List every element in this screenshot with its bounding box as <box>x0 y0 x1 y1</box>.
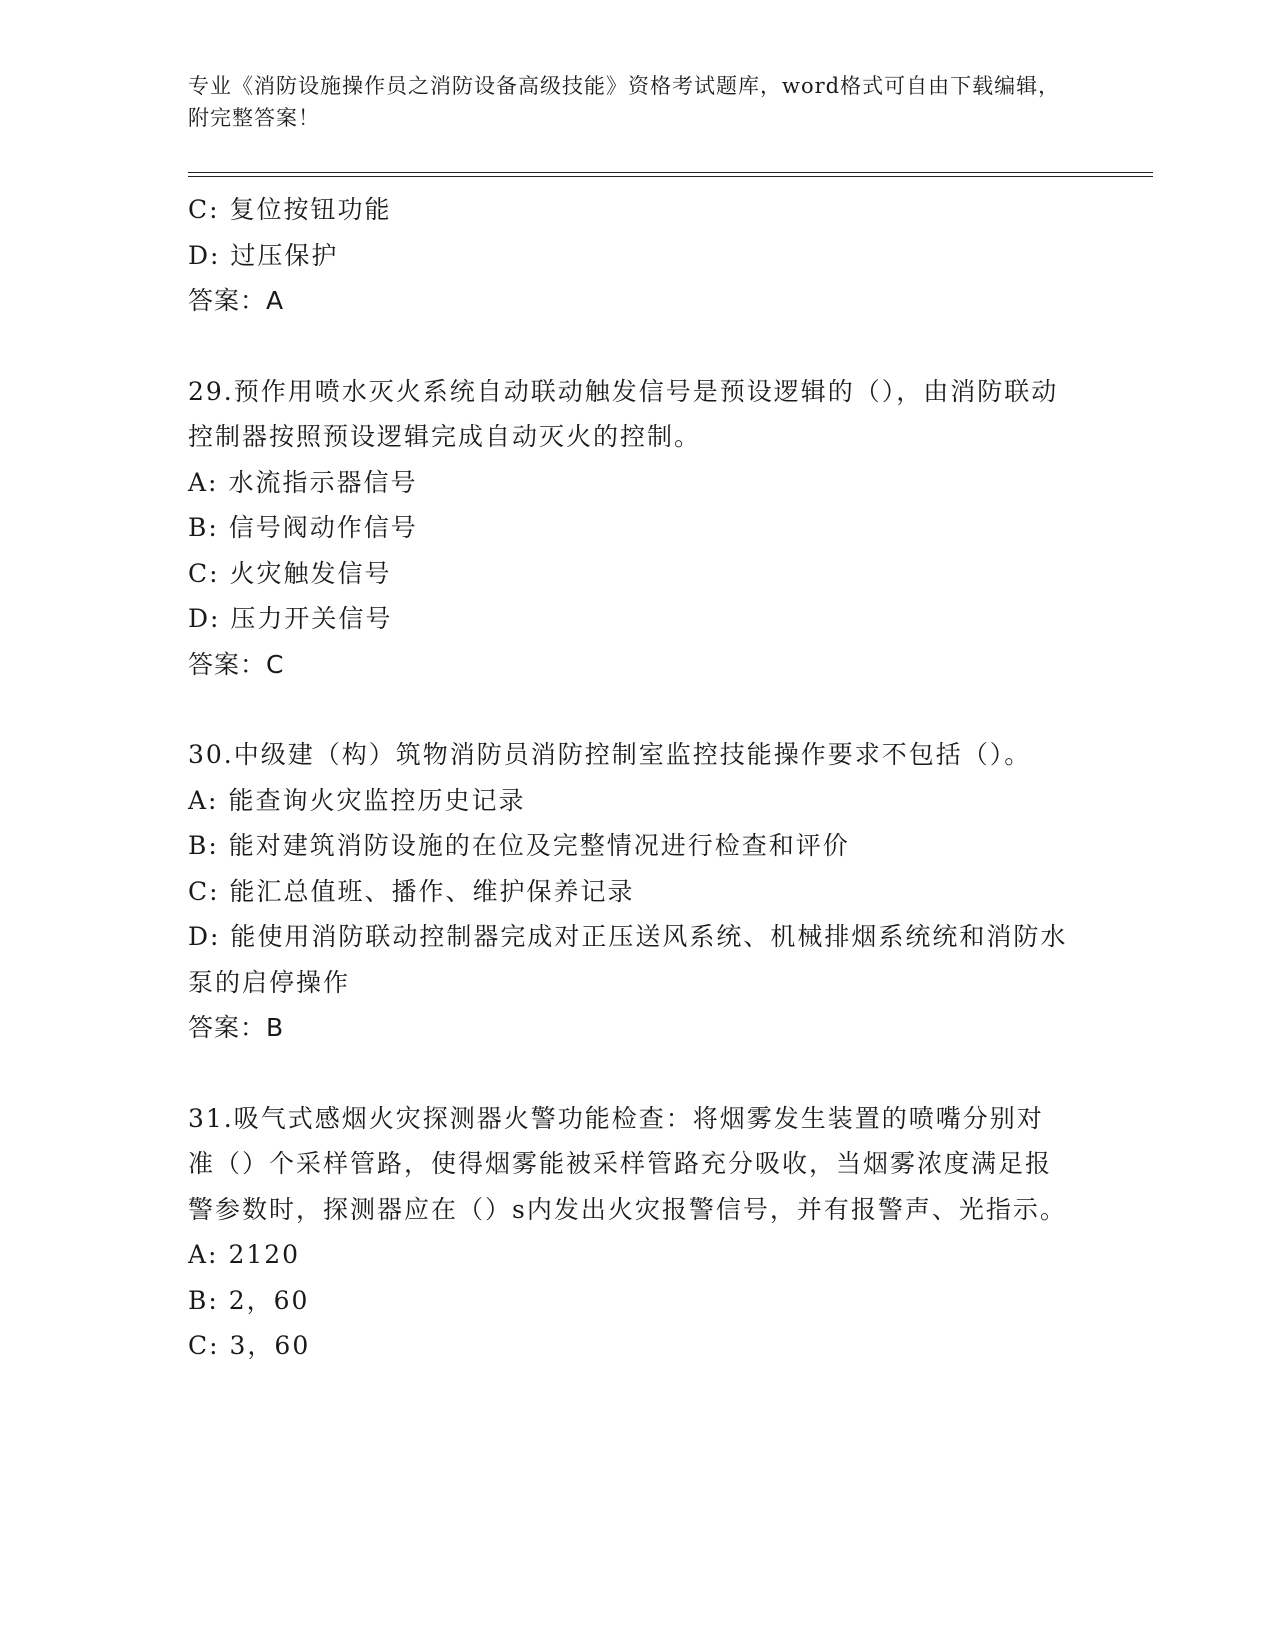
question-29 <box>188 369 1068 688</box>
option-c: C: 复位按钮功能 <box>188 195 392 224</box>
answer-line: 答案：C <box>188 649 285 679</box>
question-stem: 31.吸气式感烟火灾探测器火警功能检查：将烟雾发生装置的喷嘴分别对准（）个采样管路，使得烟雾能被采样管路充分吸收，当烟雾浓度满足报警参数时，探测器应在（）s内发出火灾报警信号，并有报警声、光指示。 <box>188 1103 1067 1224</box>
option-c: C: 3，60 <box>188 1331 311 1360</box>
option-d: D: 压力开关信号 <box>188 604 393 633</box>
option-d: D: 过压保护 <box>188 240 339 270</box>
question-30 <box>188 732 1068 1051</box>
option-d: D: 能使用消防联动控制器完成对正压送风系统、机械排烟系统统和消防水泵的启停操作 <box>188 922 1068 997</box>
option-a: A: 2120 <box>188 1240 301 1269</box>
option-b: B: 2，60 <box>188 1285 310 1315</box>
question-31 <box>188 1096 1068 1369</box>
option-b: B: 信号阀动作信号 <box>188 513 418 542</box>
header-divider <box>188 172 1153 177</box>
option-a: A: 能查询火灾监控历史记录 <box>188 785 526 815</box>
option-c: C: 能汇总值班、播作、维护保养记录 <box>188 876 635 906</box>
document-header: 专业《消防设施操作员之消防设备高级技能》资格考试题库，word格式可自由下载编辑，附完整答案！ <box>188 74 1061 130</box>
question-28-tail <box>188 187 1068 324</box>
answer-line: 答案：B <box>188 1013 285 1042</box>
question-list <box>188 187 1068 1369</box>
question-stem: 30.中级建（构）筑物消防员消防控制室监控技能操作要求不包括（）。 <box>188 740 1032 769</box>
option-a: A: 水流指示器信号 <box>188 467 418 497</box>
answer-line: 答案：A <box>188 286 285 315</box>
option-b: B: 能对建筑消防设施的在位及完整情况进行检查和评价 <box>188 831 850 860</box>
document-page <box>188 70 1153 1369</box>
option-c: C: 火灾触发信号 <box>188 558 392 588</box>
question-stem: 29.预作用喷水灭火系统自动联动触发信号是预设逻辑的（），由消防联动控制器按照预设逻辑完成自动灭火的控制。 <box>188 376 1059 451</box>
